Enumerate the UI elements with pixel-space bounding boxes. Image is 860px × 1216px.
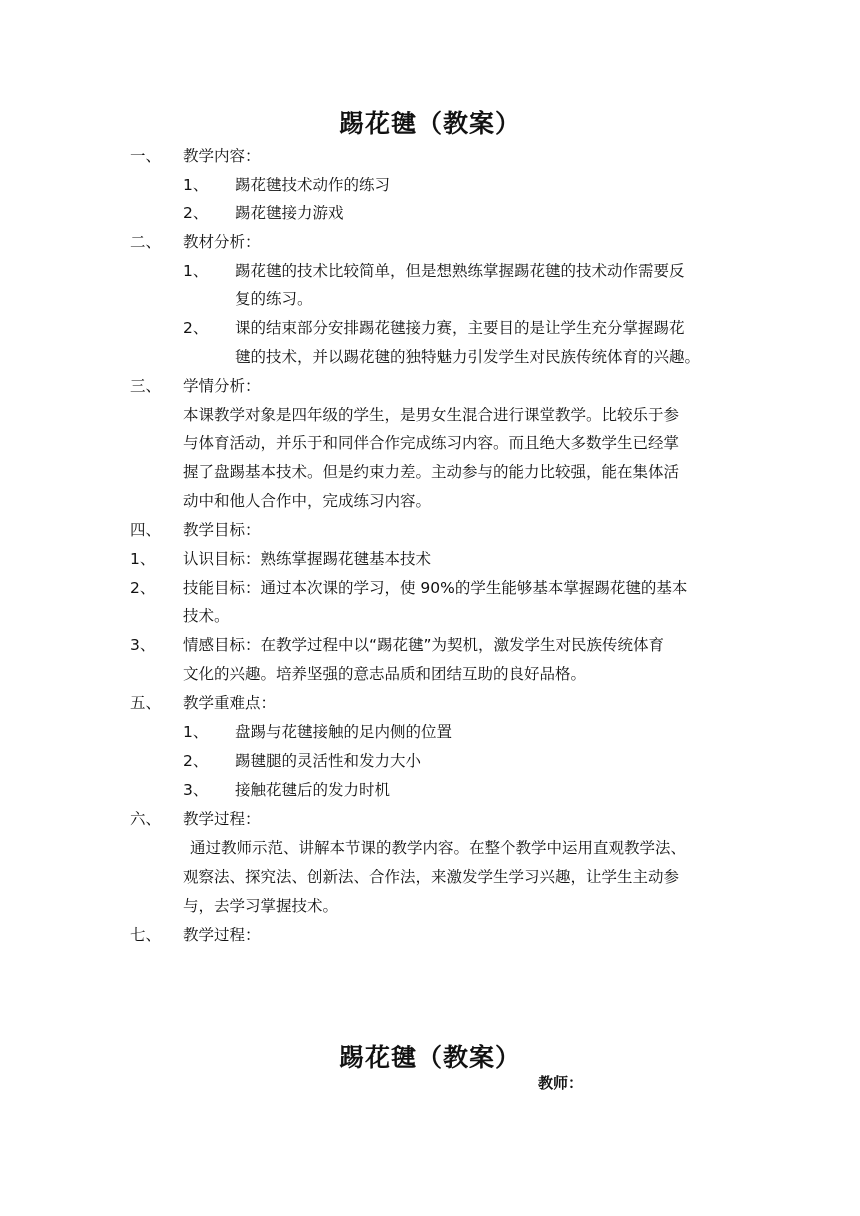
section-3-paragraph-line-2: 与体育活动，并乐于和同伴合作完成练习内容。而且绝大多数学生已经掌	[183, 434, 680, 452]
section-2-item-1-number: 1、	[183, 262, 209, 280]
section-4-heading: 教学目标：	[183, 521, 261, 539]
section-4-item-2-line-1: 技能目标：通过本次课的学习，使 90%的学生能够基本掌握踢花毽的基本	[183, 579, 688, 597]
section-4-item-1-line-1: 认识目标：熟练掌握踢花毽基本技术	[183, 550, 432, 568]
section-2-item-2-line-2: 毽的技术，并以踢花毽的独特魅力引发学生对民族传统体育的兴趣。	[235, 348, 701, 366]
section-1-item-2-number: 2、	[183, 204, 209, 222]
section-2-number: 二、	[130, 233, 162, 251]
section-6-heading: 教学过程：	[183, 810, 261, 828]
section-5-number: 五、	[130, 694, 162, 712]
section-2-item-2-line-1: 课的结束部分安排踢花毽接力赛，主要目的是让学生充分掌握踢花	[235, 319, 685, 337]
section-4-item-3-line-1: 情感目标：在教学过程中以“踢花毽”为契机，激发学生对民族传统体育	[183, 636, 665, 654]
section-3-heading: 学情分析：	[183, 377, 261, 395]
section-2-item-2-number: 2、	[183, 319, 209, 337]
section-7-heading: 教学过程：	[183, 926, 261, 944]
section-4-item-3-number: 3、	[130, 636, 156, 654]
section-4-item-2-number: 2、	[130, 579, 156, 597]
section-6-paragraph-line-2: 观察法、探究法、创新法、合作法，来激发学生学习兴趣，让学生主动参	[183, 868, 680, 886]
section-4-number: 四、	[130, 521, 162, 539]
document-title: 踢花毽（教案）	[338, 109, 521, 138]
section-1-item-1-text: 踢花毽技术动作的练习	[235, 176, 391, 194]
second-page-title: 踢花毽（教案）	[338, 1043, 521, 1072]
section-5-item-2-number: 2、	[183, 752, 209, 770]
section-5-item-3-number: 3、	[183, 781, 209, 799]
section-1-heading: 教学内容：	[183, 147, 261, 165]
section-6-paragraph-line-3: 与，去学习掌握技术。	[183, 897, 339, 915]
section-2-heading: 教材分析：	[183, 233, 261, 251]
section-5-item-1-text: 盘踢与花毽接触的足内侧的位置	[235, 723, 453, 741]
section-3-paragraph-line-4: 动中和他人合作中，完成练习内容。	[183, 492, 432, 510]
section-7-number: 七、	[130, 926, 162, 944]
section-3-paragraph-line-1: 本课教学对象是四年级的学生，是男女生混合进行课堂教学。比较乐于参	[183, 406, 680, 424]
section-2-item-1-line-2: 复的练习。	[235, 290, 313, 308]
section-2-item-1-line-1: 踢花毽的技术比较简单，但是想熟练掌握踢花毽的技术动作需要反	[235, 262, 685, 280]
section-4-item-1-number: 1、	[130, 550, 156, 568]
section-3-number: 三、	[130, 377, 162, 395]
section-1-item-2-text: 踢花毽接力游戏	[235, 204, 344, 222]
teacher-label: 教师：	[538, 1074, 584, 1092]
section-5-heading: 教学重难点：	[183, 694, 277, 712]
section-6-paragraph-line-1: 通过教师示范、讲解本节课的教学内容。在整个教学中运用直观教学法、	[190, 839, 687, 857]
section-5-item-1-number: 1、	[183, 723, 209, 741]
section-5-item-3-text: 接触花毽后的发力时机	[235, 781, 391, 799]
section-3-paragraph-line-3: 握了盘踢基本技术。但是约束力差。主动参与的能力比较强，能在集体活	[183, 463, 680, 481]
section-6-number: 六、	[130, 810, 162, 828]
section-4-item-3-line-2: 文化的兴趣。培养坚强的意志品质和团结互助的良好品格。	[183, 665, 587, 683]
section-4-item-2-line-2: 技术。	[183, 607, 230, 625]
section-1-item-1-number: 1、	[183, 176, 209, 194]
section-5-item-2-text: 踢毽腿的灵活性和发力大小	[235, 752, 422, 770]
section-1-number: 一、	[130, 147, 162, 165]
